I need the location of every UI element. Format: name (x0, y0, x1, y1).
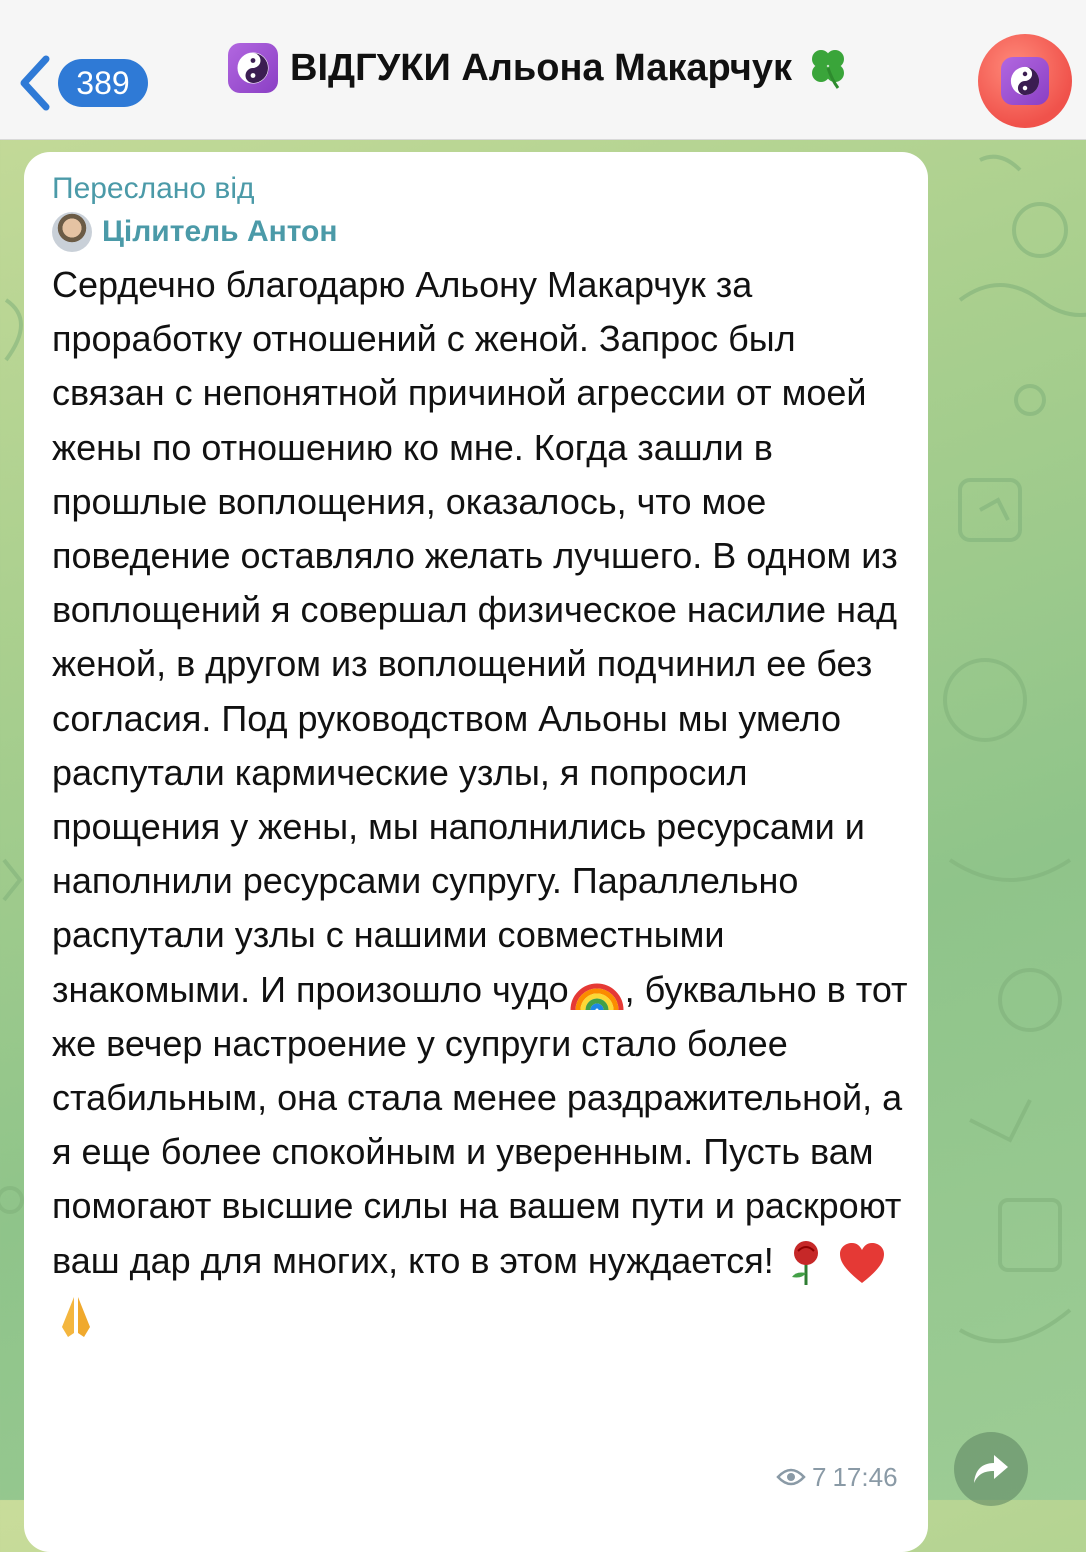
yin-yang-icon (228, 43, 278, 93)
forwarded-from[interactable] (52, 210, 900, 254)
eye-icon (776, 1467, 806, 1487)
forwarder-name: Цілитель Антон (102, 215, 338, 248)
rose-icon (784, 1239, 828, 1287)
unread-count-badge: 389 (58, 59, 148, 107)
back-button[interactable] (16, 48, 166, 118)
forwarder-avatar (52, 212, 92, 252)
chevron-left-icon (16, 53, 52, 113)
view-count: 7 (812, 1461, 827, 1492)
chat-title[interactable] (228, 40, 852, 96)
message-meta (776, 1460, 898, 1494)
yin-yang-icon (1001, 57, 1049, 105)
channel-avatar[interactable] (978, 34, 1072, 128)
share-button[interactable] (954, 1432, 1028, 1506)
message-text-part1: Сердечно благодарю Альону Макарчук за проработку отношений с женой. Запрос был связан с непонятной причиной агрессии от моей жены по отношению ко мне. Когда зашли в прошлые воплощения, оказалось, что мое поведение оставляло желать лучшего. В одном из воплощений я совершал физическое насилие над женой, в другом из воплощений подчинил ее без согласия. Под руководством Альоны мы умело распутали кармические узлы, я попросил прощения у жены, мы наполнились ресурсами и наполнили ресурсами супругу. Параллельно распутали узлы с нашими совместными знакомыми. И произошло чудо (52, 264, 898, 1010)
rainbow-icon (569, 972, 625, 1012)
message-text-part2: , буквально в тот же вечер настроение у супруги стало более стабильным, она стала менее раздражительной, а я еще более спокойным и уверенным. Пусть вам помогают высшие силы на вашем пути и раскроют ваш дар для многих, кто в этом нуждается! (52, 968, 908, 1281)
folded-hands-icon (52, 1293, 100, 1341)
message-text (52, 258, 912, 1342)
chat-header (0, 0, 1086, 140)
red-heart-icon (838, 1241, 886, 1285)
four-leaf-clover-icon (804, 44, 852, 92)
forwarded-label: Переслано від (52, 172, 255, 205)
message-bubble[interactable] (24, 152, 928, 1552)
chat-title-text: ВІДГУКИ Альона Макарчук (290, 46, 792, 89)
message-time: 17:46 (832, 1461, 898, 1492)
share-arrow-icon (972, 1453, 1010, 1485)
